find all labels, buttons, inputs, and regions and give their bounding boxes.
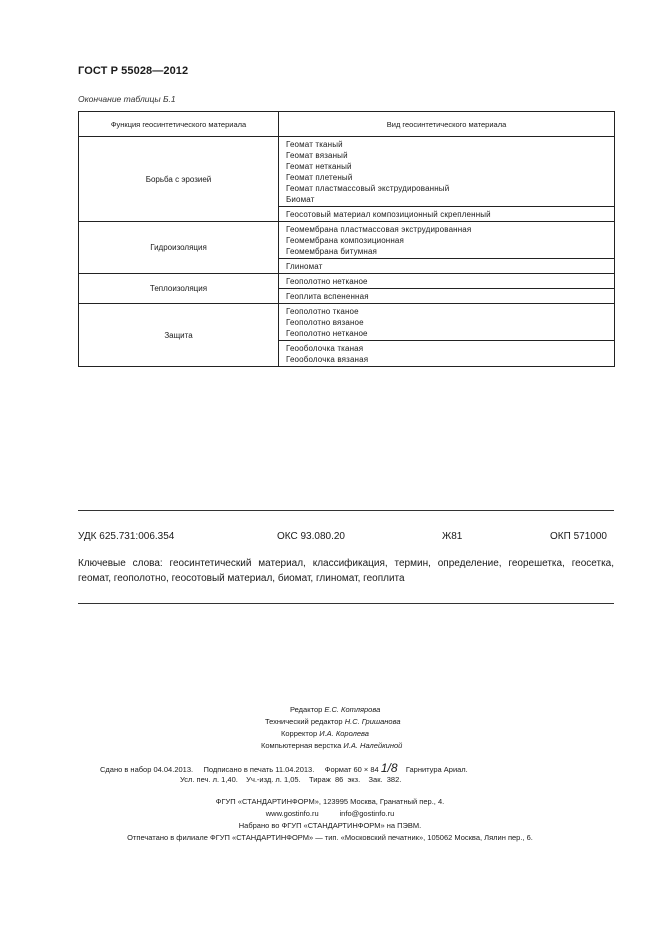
function-cell: Гидроизоляция [79, 222, 279, 274]
material-type-item: Геополотно нетканое [286, 277, 368, 286]
function-cell: Борьба с эрозией [79, 137, 279, 222]
material-type-item: Геоплита вспененная [286, 292, 369, 301]
materials-table [78, 111, 615, 367]
material-type-cell [279, 341, 615, 367]
material-type-item: Биомат [286, 195, 315, 204]
material-type-cell [279, 259, 615, 274]
material-type-cell [279, 137, 615, 207]
material-type-item: Геооболочка вязаная [286, 355, 369, 364]
printing-line-1 [100, 761, 468, 775]
material-type-item: Геомембрана композиционная [286, 236, 405, 245]
tech-editor-label: Технический редактор [265, 717, 343, 726]
format-fraction: 1/8 [380, 761, 398, 775]
material-type-item: Геомат плетеный [286, 173, 353, 182]
printing-line-2: Усл. печ. л. 1,40. Уч.-изд. л. 1,05. Тираж 86 экз. Зак. 382. [180, 775, 402, 784]
layout-line [261, 741, 402, 750]
editor-line [290, 705, 380, 714]
corrector-name: И.А. Королева [319, 729, 369, 738]
material-type-item: Геополотно тканое [286, 307, 359, 316]
layout-label: Компьютерная верстка [261, 741, 342, 750]
function-cell: Теплоизоляция [79, 274, 279, 304]
publisher-address: ФГУП «СТАНДАРТИНФОРМ», 123995 Москва, Гранатный пер., 4. [215, 797, 445, 806]
layout-name: И.А. Налейкиной [343, 741, 403, 750]
publisher-web: www.gostinfo.ru info@gostinfo.ru [265, 809, 395, 818]
material-type-item: Глиномат [286, 262, 323, 271]
table-header-row [79, 112, 615, 137]
divider-top [78, 510, 614, 511]
material-type-item: Геомембрана битумная [286, 247, 378, 256]
zh-code: Ж81 [442, 531, 463, 542]
table-row [79, 274, 615, 289]
printed-note: Отпечатано в филиале ФГУП «СТАНДАРТИНФОРМ» — тип. «Московский печатник», 105062 Москва, Лялин пер., 6. [127, 833, 533, 842]
material-type-item: Геополотно нетканое [286, 329, 368, 338]
material-type-item: Геомембрана пластмассовая экструдированная [286, 225, 472, 234]
editor-label: Редактор [290, 705, 323, 714]
table-row [79, 137, 615, 207]
table-row [79, 222, 615, 259]
font-info: Гарнитура Ариал. [405, 765, 468, 774]
signed-date: Подписано в печать 11.04.2013. [203, 765, 315, 774]
material-type-item: Геомат нетканый [286, 162, 352, 171]
material-type-item: Геомат вязаный [286, 151, 348, 160]
tech-editor-name: Н.С. Гришанова [344, 717, 401, 726]
function-cell: Защита [79, 304, 279, 367]
material-type-item: Геополотно вязаное [286, 318, 364, 327]
material-type-cell [279, 207, 615, 222]
divider-bottom [78, 603, 614, 604]
format: Формат 60 × 84 [324, 765, 379, 774]
table-caption: Окончание таблицы Б.1 [78, 94, 176, 104]
material-type-item: Геосотовый материал композиционный скрепленный [286, 210, 491, 219]
material-type-item: Геооболочка тканая [286, 344, 364, 353]
table-row [79, 304, 615, 341]
corrector-line [281, 729, 369, 738]
typeset-note: Набрано во ФГУП «СТАНДАРТИНФОРМ» на ПЭВМ. [238, 821, 422, 830]
material-type-item: Геомат пластмассовый экструдированный [286, 184, 450, 193]
document-code: ГОСТ Р 55028—2012 [78, 65, 189, 77]
material-type-cell [279, 274, 615, 289]
corrector-label: Корректор [281, 729, 318, 738]
editor-name: Е.С. Котлярова [324, 705, 381, 714]
col-header-type: Вид геосинтетического материала [279, 112, 615, 137]
material-type-cell [279, 304, 615, 341]
oks-code: ОКС 93.080.20 [277, 531, 345, 542]
okp-code: ОКП 571000 [550, 531, 607, 542]
material-type-cell [279, 289, 615, 304]
material-type-item: Геомат тканый [286, 140, 343, 149]
tech-editor-line [265, 717, 401, 726]
sent-date: Сдано в набор 04.04.2013. [100, 765, 194, 774]
material-type-cell [279, 222, 615, 259]
col-header-function: Функция геосинтетического материала [79, 112, 279, 137]
keywords: Ключевые слова: геосинтетический материал, классификация, термин, определение, георешетка, геосетка, геомат, геополотно, геосотовый материал, биомат, глиномат, геоплита [78, 558, 614, 584]
udk-code: УДК 625.731:006.354 [78, 531, 175, 542]
